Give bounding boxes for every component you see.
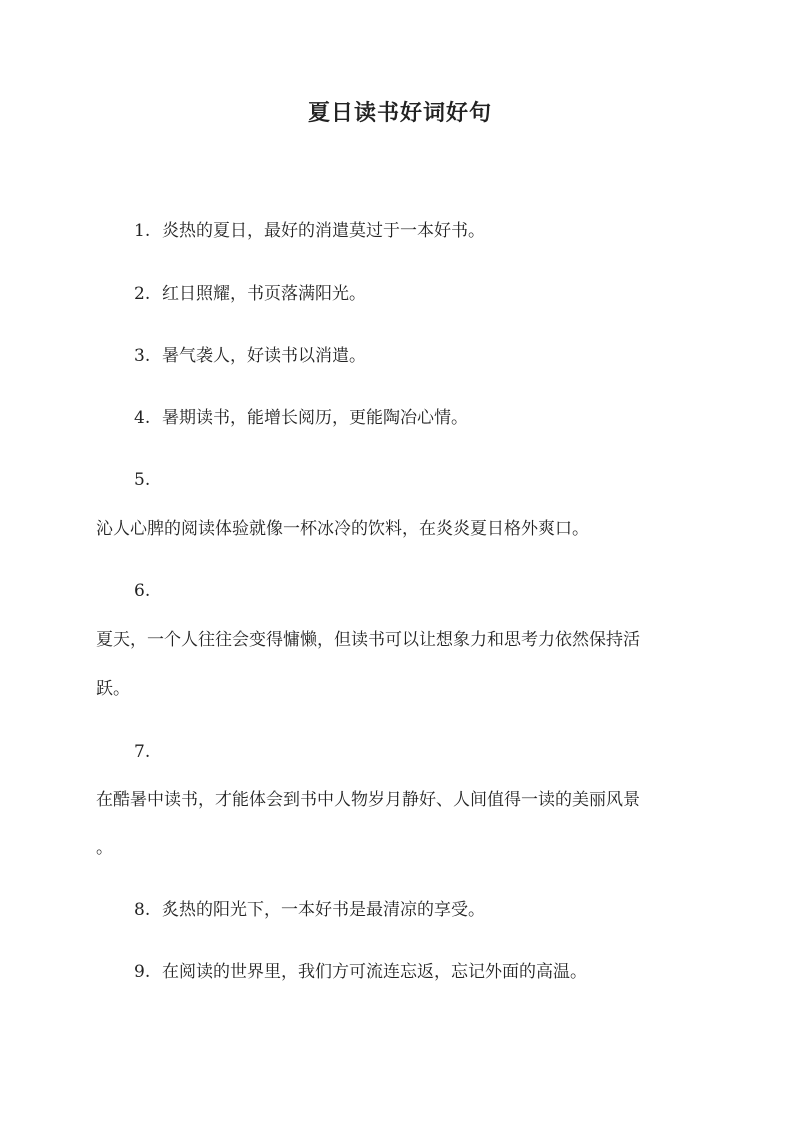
item-text-continuation: 。 bbox=[96, 838, 113, 858]
item-number: 5. bbox=[134, 470, 151, 490]
list-item bbox=[134, 959, 587, 985]
list-item bbox=[134, 343, 366, 369]
item-text: 红日照耀，书页落满阳光。 bbox=[162, 284, 366, 304]
item-number: 8. bbox=[134, 900, 151, 920]
item-text-continuation: 跃。 bbox=[96, 679, 130, 699]
list-item bbox=[134, 218, 485, 244]
item-text: 暑气袭人，好读书以消遣。 bbox=[162, 346, 366, 366]
item-number: 3. bbox=[134, 346, 151, 366]
item-number: 4. bbox=[134, 408, 151, 428]
item-text: 沁人心脾的阅读体验就像一杯冰冷的饮料，在炎炎夏日格外爽口。 bbox=[96, 519, 589, 539]
item-text: 炙热的阳光下，一本好书是最清凉的享受。 bbox=[162, 900, 485, 920]
item-number: 9. bbox=[134, 962, 151, 982]
item-number: 2. bbox=[134, 284, 151, 304]
list-item bbox=[134, 281, 366, 307]
item-text: 夏天，一个人往往会变得慵懒，但读书可以让想象力和思考力依然保持活 bbox=[96, 630, 640, 650]
list-item bbox=[134, 897, 485, 923]
item-text: 暑期读书，能增长阅历，更能陶冶心情。 bbox=[162, 408, 468, 428]
item-number: 1. bbox=[134, 221, 151, 241]
list-item bbox=[134, 405, 468, 431]
page-title: 夏日读书好词好句 bbox=[307, 100, 492, 126]
item-number: 7. bbox=[134, 742, 151, 762]
item-text: 在酷暑中读书，才能体会到书中人物岁月静好、人间值得一读的美丽风景 bbox=[96, 790, 640, 810]
item-text: 在阅读的世界里，我们方可流连忘返，忘记外面的高温。 bbox=[162, 962, 587, 982]
item-number: 6. bbox=[134, 581, 151, 601]
item-text: 炎热的夏日，最好的消遣莫过于一本好书。 bbox=[162, 221, 485, 241]
